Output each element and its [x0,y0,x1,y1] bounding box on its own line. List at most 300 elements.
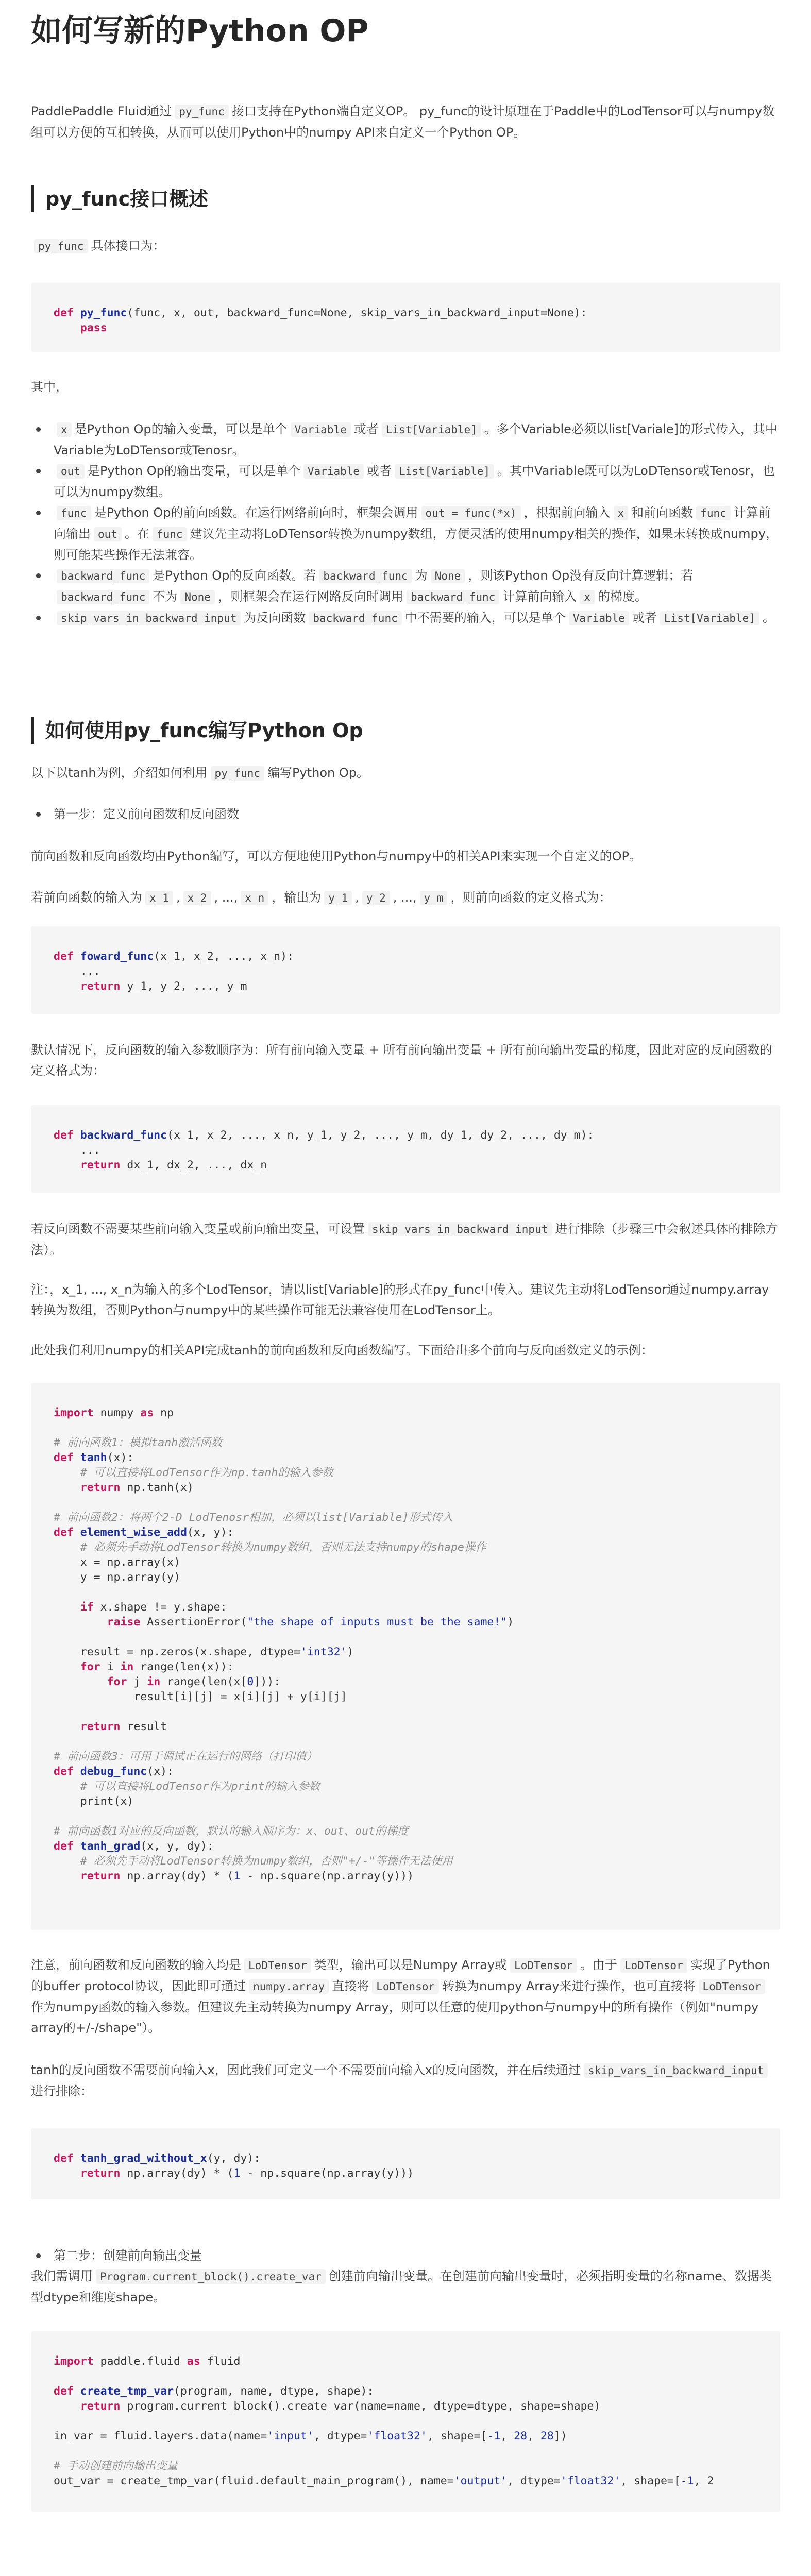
inline-code: LoDTensor [510,1958,577,1973]
code-token: (x_1, x_2, ..., x_n, y_1, y_2, ..., y_m, dy_1, dy_2, ..., dy_m): [167,1129,594,1142]
code-line [54,1674,757,1689]
list-item [31,419,780,461]
text-run: PaddlePaddle Fluid通过 [31,104,172,118]
code-token: - np.square(np.array(y))) [240,1870,414,1883]
code-token [54,1601,80,1614]
inline-code: skip_vars_in_backward_input [584,2063,768,2078]
text-run: 中不需要的输入，可以是单个 [404,611,566,625]
text-run: 是Python Op的输出变量，可以是单个 [87,464,300,478]
code-block-tanh-grad-without-x [31,2128,780,2199]
code-line [54,1158,757,1173]
code-token [74,1451,80,1464]
parameter-list [31,419,780,629]
code-token [54,1481,80,1494]
code-token [54,1870,80,1883]
text-run: 是Python Op的前向函数。在运行网络前向时，框架会调用 [94,505,418,520]
code-token-fn: tanh [80,1451,107,1464]
inline-code: y_m [420,891,448,905]
list-item [31,565,780,607]
code-block-backward-func [31,1105,780,1193]
code-line [54,1809,757,1824]
code-token-kw: def [54,307,74,319]
text-run: tanh的反向函数不需要前向输入x，因此我们可定义一个不需要前向输入x的反向函数，并在后续通过 [31,2063,581,2077]
code-token: (x, y): [187,1526,234,1539]
text-run: 。在 [124,527,149,541]
code-token-kw: pass [80,321,107,334]
code-token [54,1855,80,1868]
lodtensor-type-note [31,1955,780,2038]
text-run: 进行排除（步骤三中会叙述具体的排除方法）。 [31,1222,778,1257]
code-line [54,2473,757,2488]
code-line [54,979,757,994]
inline-code: func [57,506,91,520]
inline-code: py_func [211,766,265,781]
code-token: y = np.array(y) [54,1571,180,1584]
code-line [54,1495,757,1510]
code-token: result = np.zeros(x.shape, dtype= [54,1646,300,1658]
code-token-cm: # 前向函数3：可用于调试正在运行的网络（打印值） [54,1750,317,1763]
code-token: dx_1, dx_2, ..., dx_n [120,1159,267,1172]
code-token-kw: in [120,1660,134,1673]
code-token: range(len(x)): [133,1660,234,1673]
inline-code: None [180,590,215,604]
text-run: , [176,890,180,905]
code-token [54,2167,80,2180]
code-line [54,1405,757,1420]
code-line [54,2459,757,2473]
code-line [54,1420,757,1435]
text-run: ，根据前向输入 [523,505,611,520]
code-token-fn: create_tmp_var [80,2385,174,2398]
code-line [54,2166,757,2181]
code-token [54,1720,80,1733]
code-token [54,321,80,334]
text-run: 为 [415,568,428,583]
code-line [54,306,757,320]
code-line [54,1824,757,1839]
code-token: (x_1, x_2, ..., x_n): [154,950,294,963]
code-token: np.array(dy) * ( [120,1870,234,1883]
tanh-intro-paragraph [31,762,780,784]
inline-code: backward_func [57,569,149,583]
inline-code: backward_func [309,611,401,625]
forward-backward-description [31,846,780,867]
code-token-kw: def [54,2385,74,2398]
code-token [54,1660,80,1673]
code-token [54,2400,80,2413]
code-token: , shape=[ [620,2475,681,2487]
code-token: ) [507,1616,514,1629]
skip-vars-description [31,1218,780,1260]
code-token-kw: return [80,1870,121,1883]
code-token-fn: tanh_grad [80,1840,141,1853]
code-token: , shape=[ [427,2430,487,2443]
code-token-kw: return [80,1159,121,1172]
code-token: ])): [254,1675,281,1688]
code-token: out_var = create_tmp_var(fluid.default_main_program(), name= [54,2475,454,2487]
code-token-num: -1 [487,2430,501,2443]
text-run: ，输出为 [272,890,322,905]
text-run: 若前向函数的输入为 [31,890,142,905]
code-token-kw: as [187,2355,200,2368]
params-intro-paragraph [31,377,780,397]
code-token: ... [54,1144,100,1157]
text-run: 接口支持在Python端自定义OP。 py_func的设计原理在于Paddle中的LodTensor可以与numpy数组可以方便的互相转换，从而可以使用Python中的numpy API来自定义一个Python OP。 [31,104,775,140]
text-run: 我们需调用 [31,2269,93,2283]
code-token [74,1129,80,1142]
code-line [54,1540,757,1555]
code-token-fn: foward_func [80,950,154,963]
text-run: 建议先主动将LoDTensor转换为numpy数组，方便灵活的使用numpy相关的操作，如果未转换成numpy，则可能某些操作无法兼容。 [54,527,778,562]
inline-code: None [431,569,465,583]
code-token-kw: raise [107,1616,141,1629]
text-run: 计算前向输入 [502,589,577,604]
code-token: y_1, y_2, ..., y_m [120,980,247,993]
code-token [54,1159,80,1172]
inline-code: List[Variable] [660,611,759,625]
code-line [54,964,757,979]
text-run: 注意，前向函数和反向函数的输入均是 [31,1958,241,1972]
inline-code: Variable [303,464,364,479]
text-run: 创建前向输出变量。在创建前向输出变量时，必须指明变量的名称name、数据类型dtype和维度shape。 [31,2269,772,2304]
text-run: 其中， [31,380,68,394]
code-token-cm: # 前向函数1：模拟tanh激活函数 [54,1436,223,1449]
inline-code: backward_func [407,590,499,604]
examples-intro-paragraph [31,1340,780,1361]
text-run: 实现了Python的buffer protocol协议，因此即可通过 [31,1958,770,1993]
text-run: 计算前向输出 [54,505,771,541]
code-token [54,1541,80,1554]
code-line [54,2354,757,2369]
code-token-num: 0 [247,1675,254,1688]
code-token-num: 28 [514,2430,528,2443]
code-token-kw: return [80,2400,121,2413]
create-var-description [31,2266,780,2308]
text-run: 注：，x_1, ..., x_n为输入的多个LodTensor，请以list[Variable]的形式在py_func中传入。建议先主动将LodTensor通过numpy.array转换为数组，否则Python与numpy中的某些操作可能无法兼容使用在LodTensor上。 [31,1282,769,1317]
code-token-kw: def [54,950,74,963]
text-run: , [355,890,359,905]
code-line [54,1480,757,1495]
inline-code: skip_vars_in_backward_input [57,611,241,625]
inline-code: backward_func [319,569,412,583]
inline-code: LoDTensor [620,1958,687,1973]
tanh-grad-description [31,2060,780,2102]
code-token-kw: def [54,1451,74,1464]
code-token [54,980,80,993]
code-token-kw: import [54,2355,94,2368]
code-token-num: 1 [233,2167,241,2180]
code-line [54,1689,757,1704]
code-line [54,1645,757,1659]
code-line [54,1630,757,1645]
code-token-kw: return [80,2167,121,2180]
text-run: 直接将 [332,1979,369,1993]
code-token-fn: tanh_grad_without_x [80,2152,207,2165]
text-run: 前向函数和反向函数均由Python编写，可以方便地使用Python与numpy中的相关API来实现一个自定义的OP。 [31,849,641,863]
code-token [74,2152,80,2165]
code-line [54,2444,757,2459]
code-token: j [127,1675,147,1688]
code-token: , dtype= [313,2430,367,2443]
text-run: 类型，输出可以是Numpy Array或 [314,1958,508,1972]
code-token: np.array(dy) * ( [120,2167,234,2180]
list-item [31,502,780,565]
code-line [54,1525,757,1540]
step-one-label: 第一步：定义前向函数和反向函数 [31,804,803,824]
code-line [54,1704,757,1719]
code-line [54,1719,757,1734]
code-token [74,950,80,963]
inline-code: x_2 [183,891,211,905]
section-heading-how-to-use: 如何使用py_func编写Python Op [31,717,795,744]
code-token-kw: def [54,1526,74,1539]
inline-code: x_n [241,891,268,905]
code-token-kw: in [147,1675,161,1688]
code-token: (x): [107,1451,134,1464]
code-token-kw: def [54,2152,74,2165]
code-line [54,1779,757,1794]
code-token: np [154,1406,174,1419]
code-line [54,1854,757,1869]
code-line [54,1143,757,1158]
text-run: ，则该Python Op没有反向计算逻辑；若 [468,568,694,583]
code-token-kw: def [54,1765,74,1778]
text-run: 。由于 [580,1958,617,1972]
code-token-str: 'input' [267,2430,314,2443]
inline-code: x [580,590,595,604]
code-line [54,1450,757,1465]
code-line [54,1585,757,1600]
code-line [54,2151,757,2166]
list-item [31,607,780,629]
text-run: 编写Python Op。 [267,766,369,780]
code-line [54,320,757,335]
text-run: 进行排除： [31,2084,93,2098]
code-token [54,1466,80,1479]
code-token [74,1840,80,1853]
code-token: (x): [147,1765,174,1778]
code-token: - np.square(np.array(y))) [240,2167,414,2180]
inline-code: x [57,422,72,437]
text-run: , ..., [214,890,238,905]
text-run: ，则框架会在运行网路反向时调用 [217,589,403,604]
page-title: 如何写新的Python OP [31,13,369,49]
lodtensor-note [31,1279,780,1320]
code-block-create-var [31,2331,780,2512]
text-run: 此处我们利用numpy的相关API完成tanh的前向函数和反向函数编写。下面给出多个前向与反向函数定义的示例： [31,1343,653,1358]
inline-code: py_func [34,239,88,253]
code-token: program.current_block().create_var(name=name, dtype=dtype, shape=shape) [120,2400,601,2413]
code-token: (y, dy): [207,2152,261,2165]
code-token: , 2 [694,2475,714,2487]
code-token: ]) [553,2430,567,2443]
inline-code: x [614,506,629,520]
inline-code: Variable [291,422,351,437]
code-token [54,1616,107,1629]
code-token: i [100,1660,121,1673]
text-run: 不为 [153,589,178,604]
text-run: 或者 [367,464,392,478]
code-token-kw: for [107,1675,127,1688]
code-line [54,2399,757,2414]
code-line [54,1659,757,1674]
code-token-num: -1 [680,2475,694,2487]
code-block-py-func-signature [31,283,780,352]
code-block-forward-func [31,926,780,1014]
code-line [54,1465,757,1480]
text-run: 作为numpy函数的输入参数。但建议先主动转换为numpy Array，则可以任意的使用python与numpy中的所有操作（例如"numpy array的+/-/shape"）。 [31,2000,759,2035]
interface-intro-paragraph [31,235,780,257]
inline-code: func [696,506,731,520]
code-token-cm: # 必须先手动将LodTensor转换为numpy数组，否则无法支持numpy的shape操作 [80,1541,486,1554]
code-token: x.shape != y.shape: [93,1601,227,1614]
inline-code: x_1 [145,891,173,905]
code-token-kw: if [80,1601,94,1614]
text-run: 或者 [353,422,379,436]
code-token-kw: def [54,1840,74,1853]
code-line [54,1570,757,1585]
text-run: 是Python Op的输入变量，可以是单个 [74,422,288,436]
code-token: result [120,1720,167,1733]
code-token [54,1780,80,1793]
code-token [74,1765,80,1778]
code-line [54,1764,757,1779]
code-line [54,1510,757,1525]
code-token-str: "the shape of inputs must be the same!" [247,1616,508,1629]
text-run: 的梯度。 [597,589,647,604]
inline-code: out [57,464,85,479]
code-token: (x, y, dy): [140,1840,214,1853]
code-token-str: 'output' [453,2475,508,2487]
intro-paragraph [31,101,780,143]
text-run: 是Python Op的反向函数。若 [153,568,316,583]
inline-code: Program.current_block().create_var [96,2269,326,2284]
code-token [74,1526,80,1539]
code-token: print(x) [54,1795,134,1808]
code-token-kw: def [54,1129,74,1142]
code-line [54,2429,757,2444]
text-run: 和前向函数 [631,505,694,520]
code-line [54,1869,757,1884]
code-token: x = np.array(x) [54,1556,180,1569]
code-token: fluid [200,2355,241,2368]
forward-inputs-description [31,887,780,908]
code-line [54,1839,757,1854]
inline-code: y_1 [324,891,352,905]
text-run: 具体接口为： [91,239,165,253]
step-two-label: 第二步：创建前向输出变量 [31,2245,803,2266]
code-token-str: 'int32' [300,1646,347,1658]
text-run: ，则前向函数的定义格式为： [450,890,612,905]
text-run: 。 [762,611,775,625]
section-heading-py-func-overview: py_func接口概述 [31,185,795,212]
text-run: 或者 [632,611,657,625]
code-line [54,1555,757,1570]
inline-code: LoDTensor [699,1979,766,1994]
inline-code: y_2 [362,891,390,905]
inline-code: skip_vars_in_backward_input [368,1222,552,1236]
code-line [54,2384,757,2399]
code-token-fn: debug_func [80,1765,147,1778]
code-token-str: 'float32' [367,2430,427,2443]
inline-code: numpy.array [249,1979,329,1994]
code-token: range(len(x[ [160,1675,247,1688]
code-token-num: 28 [540,2430,554,2443]
code-token-kw: return [80,1481,121,1494]
code-token-kw: for [80,1660,100,1673]
code-token-cm: # 前向函数2：将两个2-D LodTenosr相加，必须以list[Variable]形式传入 [54,1511,453,1524]
text-run: 以下以tanh为例，介绍如何利用 [31,766,208,780]
code-token-kw: return [80,1720,121,1733]
inline-code: Variable [569,611,629,625]
code-line [54,949,757,964]
inline-code: List[Variable] [395,464,494,479]
code-token-cm: # 必须先手动将LodTensor转换为numpy数组，否则"+/-"等操作无法使用 [80,1855,453,1868]
text-run: , ..., [393,890,417,905]
inline-code: LoDTensor [372,1979,439,1994]
code-token: np.tanh(x) [120,1481,194,1494]
code-token-kw: import [54,1406,94,1419]
code-block-numpy-examples [31,1383,780,1930]
code-token: , [527,2430,540,2443]
code-token-str: 'float32' [560,2475,621,2487]
code-token-cm: # 前向函数1对应的反向函数，默认的输入顺序为：x、out、out的梯度 [54,1825,409,1838]
code-token: ) [347,1646,354,1658]
inline-code: func [153,527,187,541]
code-token [54,1675,107,1688]
code-token: (func, x, out, backward_func=None, skip_vars_in_backward_input=None): [127,307,587,319]
code-line [54,1128,757,1143]
code-token-fn: py_func [80,307,127,319]
code-token-fn: element_wise_add [80,1526,187,1539]
code-token [74,2385,80,2398]
code-token-fn: backward_func [80,1129,167,1142]
text-run: 若反向函数不需要某些前向输入变量或前向输出变量，可设置 [31,1222,365,1236]
code-token-cm: # 手动创建前向输出变量 [54,2460,178,2472]
inline-code: py_func [175,105,229,119]
code-line [54,1615,757,1630]
code-line [54,2414,757,2429]
code-token: ... [54,965,100,978]
backward-order-description [31,1040,780,1081]
code-token: , [500,2430,514,2443]
code-token: numpy [93,1406,141,1419]
code-line [54,1734,757,1749]
code-token: AssertionError( [140,1616,247,1629]
inline-code: out = func(*x) [421,506,521,520]
inline-code: out [94,527,122,541]
code-line [54,1794,757,1809]
code-token [74,307,80,319]
code-token: paddle.fluid [93,2355,187,2368]
code-token: , dtype= [507,2475,561,2487]
code-token-kw: return [80,980,121,993]
inline-code: backward_func [57,590,149,604]
inline-code: List[Variable] [382,422,481,437]
code-token: result[i][j] = x[i][j] + y[i][j] [54,1690,347,1703]
text-run: 默认情况下，反向函数的输入参数顺序为：所有前向输入变量 + 所有前向输出变量 + 所有前向输出变量的梯度，因此对应的反向函数的定义格式为： [31,1043,772,1078]
code-line [54,1435,757,1450]
text-run: 为反向函数 [244,611,306,625]
code-token-kw: as [140,1406,154,1419]
code-token-num: 1 [233,1870,241,1883]
code-token: in_var = fluid.layers.data(name= [54,2430,267,2443]
list-item [31,461,780,502]
text-run: 。其中Variable既可以为LoDTensor或Tenosr，也可以为numpy数组。 [54,464,775,499]
code-token-cm: # 可以直接将LodTensor作为print的输入参数 [80,1780,320,1793]
code-token: (program, name, dtype, shape): [174,2385,374,2398]
code-line [54,1600,757,1615]
